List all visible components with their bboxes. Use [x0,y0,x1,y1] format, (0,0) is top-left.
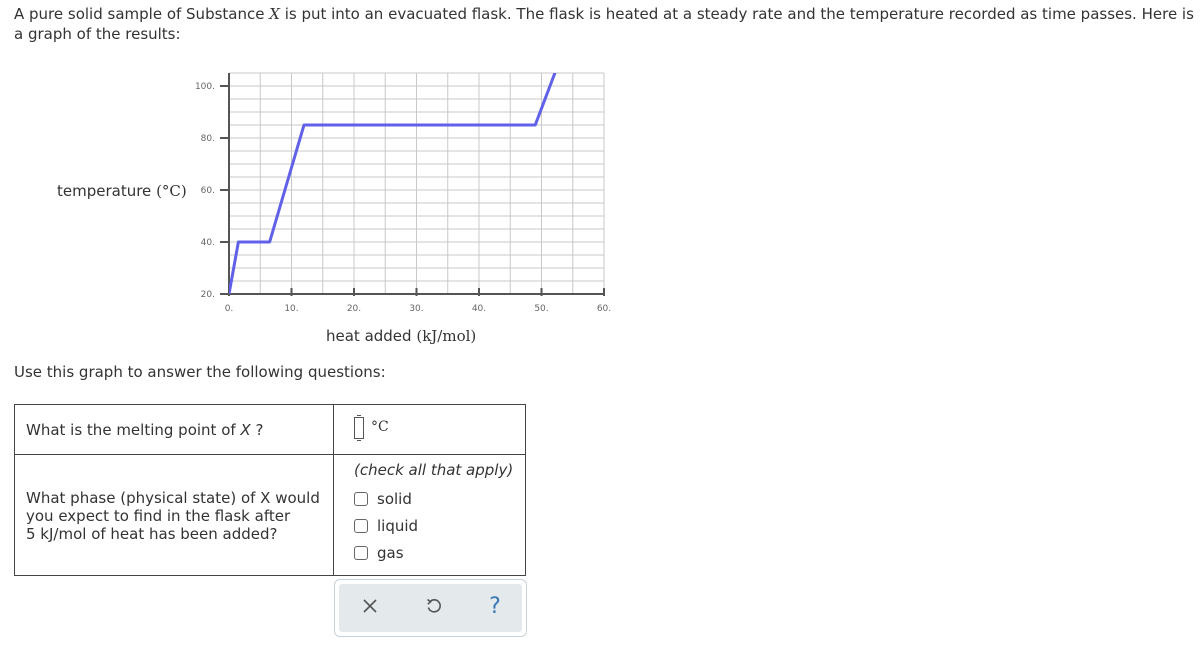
data-line [229,70,556,294]
close-icon [362,598,378,614]
option-liquid[interactable]: liquid [354,517,418,535]
x-axis-label: heat added (kJ/mol) [326,327,477,345]
checkbox[interactable] [354,492,368,506]
chart-ticks [195,82,611,314]
instruction-text: Use this graph to answer the following questions: [14,363,386,381]
checkbox[interactable] [354,519,368,533]
question-text: What phase (physical state) of X would you expect to find in the flask after 5 kJ/mol of heat has been added? [26,489,320,543]
problem-intro: A pure solid sample of Substance X is put into an evacuated flask. The flask is heated at a steady rate and the temperature recorded as time passes. Here is a graph of the results: [14,5,1194,43]
option-gas[interactable]: gas [354,544,404,562]
question-table [14,404,526,576]
x-tick-label: 60. [596,304,612,314]
x-tick-label: 20. [346,304,362,314]
y-tick-label: 80. [200,134,215,144]
question-melting-point [15,405,334,455]
clear-button[interactable] [357,593,383,619]
x-tick-label: 30. [409,304,424,314]
melting-point-input[interactable] [354,417,364,439]
question-text: What is the melting point of X ? [26,421,264,439]
answer-melting-point [334,405,525,455]
help-button[interactable]: ? [489,593,501,619]
chart-series [229,70,556,294]
x-tick-label: 0. [224,304,234,314]
substance-variable: X [269,5,280,23]
x-tick-label: 50. [534,304,549,314]
answer-toolbar [334,579,527,637]
y-tick-label: 60. [200,186,215,196]
undo-icon [425,597,443,615]
y-tick-label: 40. [200,238,215,248]
y-axis-label: temperature (°C) [57,182,187,200]
check-all-hint: (check all that apply) [354,461,514,479]
question-phase [15,455,334,575]
y-tick-label: 20. [200,290,215,300]
option-solid[interactable]: solid [354,490,412,508]
undo-button[interactable] [421,593,447,619]
x-tick-label: 40. [471,304,487,314]
y-tick-label: 100. [194,82,215,92]
x-tick-label: 10. [284,304,299,314]
answer-phase [334,455,525,575]
checkbox[interactable] [354,546,368,560]
unit-label: °C [371,419,389,435]
